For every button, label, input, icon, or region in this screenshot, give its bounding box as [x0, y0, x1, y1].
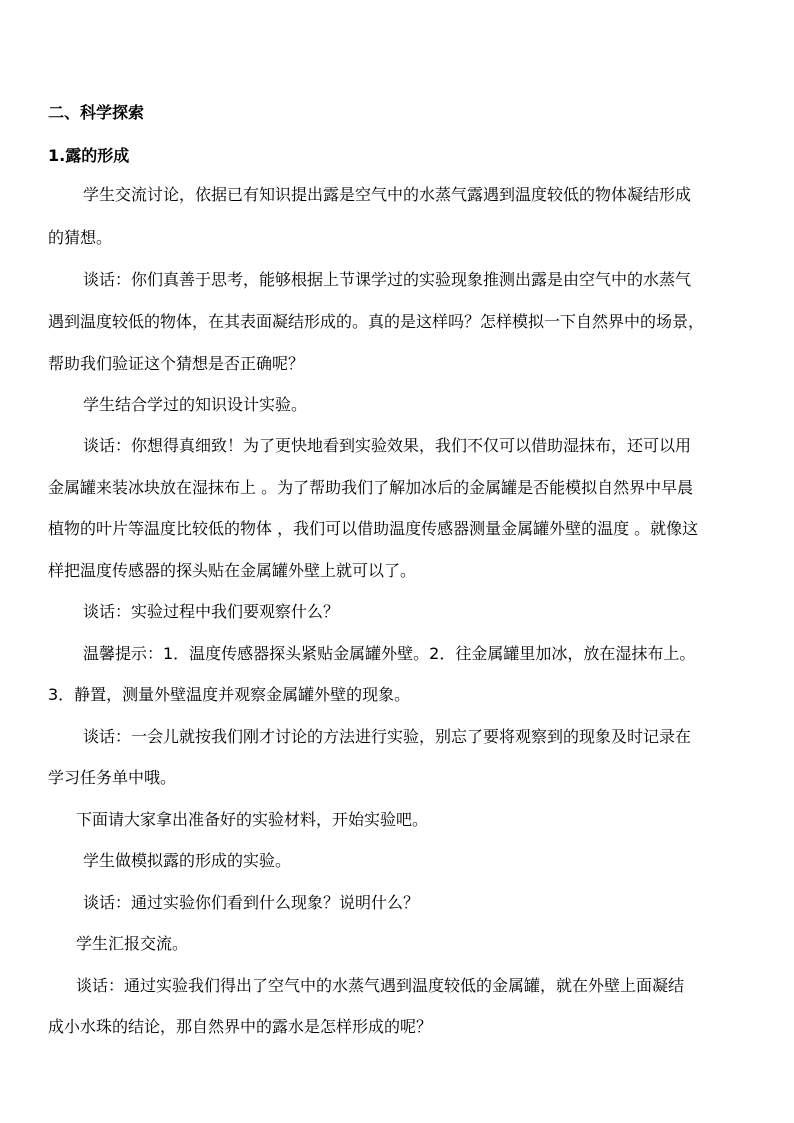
paragraph-line: 成小水珠的结论，那自然界中的露水是怎样形成的呢？ — [48, 1017, 433, 1036]
paragraph-line: 学生汇报交流。 — [76, 934, 189, 953]
paragraph-line: 遇到温度较低的物体，在其表面凝结形成的。真的是这样吗？怎样模拟一下自然界中的场景， — [48, 312, 705, 331]
paragraph-line: 谈话：通过实验我们得出了空气中的水蒸气遇到温度较低的金属罐，就在外壁上面凝结 — [76, 976, 685, 995]
section-title: 二、科学探索 — [48, 103, 145, 122]
subsection-title: 1.露的形成 — [48, 146, 130, 165]
paragraph-line: 植物的叶片等温度比较低的物体 ，我们可以借助温度传感器测量金属罐外壁的温度 。就像这 — [48, 519, 699, 538]
paragraph-line: 谈话：实验过程中我们要观察什么？ — [83, 602, 340, 621]
paragraph-line: 温馨提示：1．温度传感器探头紧贴金属罐外壁。2．往金属罐里加冰，放在湿抹布上。 — [83, 644, 696, 663]
paragraph-line: 3．静置，测量外壁温度并观察金属罐外壁的现象。 — [48, 685, 411, 704]
paragraph-line: 样把温度传感器的探头贴在金属罐外壁上就可以了。 — [48, 561, 417, 580]
paragraph-line: 学生交流讨论，依据已有知识提出露是空气中的水蒸气露遇到温度较低的物体凝结形成 — [83, 185, 692, 204]
paragraph-line: 下面请大家拿出准备好的实验材料，开始实验吧。 — [76, 810, 429, 829]
paragraph-line: 谈话：一会儿就按我们刚才讨论的方法进行实验，别忘了要将观察到的现象及时记录在 — [83, 727, 692, 746]
paragraph-line: 帮助我们验证这个猜想是否正确呢？ — [48, 354, 305, 373]
paragraph-line: 谈话：通过实验你们看到什么现象？说明什么？ — [83, 893, 420, 912]
paragraph-line: 学生做模拟露的形成的实验。 — [83, 851, 292, 870]
paragraph-line: 学生结合学过的知识设计实验。 — [83, 395, 308, 414]
paragraph-line: 的猜想。 — [48, 228, 113, 247]
paragraph-line: 谈话：你们真善于思考，能够根据上节课学过的实验现象推测出露是由空气中的水蒸气 — [83, 270, 692, 289]
paragraph-line: 谈话：你想得真细致！为了更快地看到实验效果，我们不仅可以借助湿抹布，还可以用 — [83, 436, 692, 455]
paragraph-line: 学习任务单中哦。 — [48, 768, 177, 787]
paragraph-line: 金属罐来装冰块放在湿抹布上 。为了帮助我们了解加冰后的金属罐是否能模拟自然界中早晨 — [48, 478, 694, 497]
